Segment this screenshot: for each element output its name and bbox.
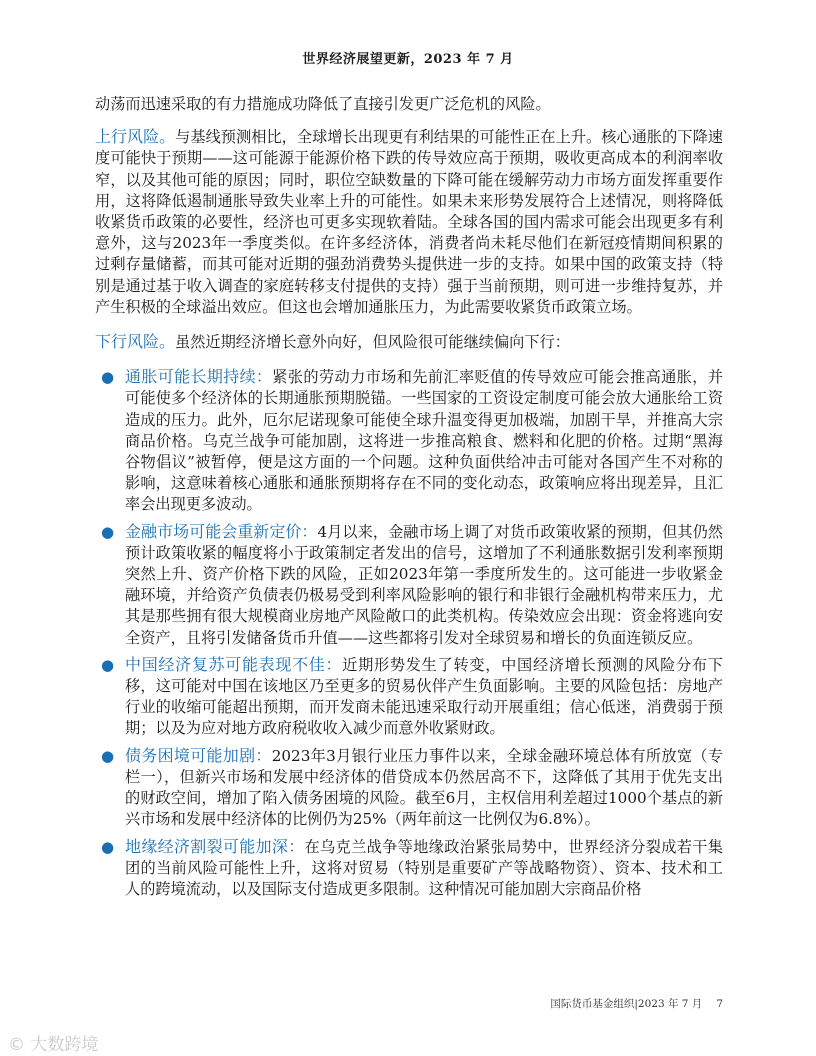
bullet-icon: ● (101, 837, 115, 856)
list-item-title: 中国经济复苏可能表现不佳： (125, 656, 343, 674)
list-item-text: 近期形势发生了转变，中国经济增长预测的风险分布下移，这可能对中国在该地区乃至更多的贸易伙伴产生负面影响。主要的风险包括：房地产行业的收缩可能超出预期，而开发商未能迅速采取行动开展重组；信心低迷，消费弱于预期；以及为应对地方政府税收收入减少而意外收紧财政。 (125, 655, 723, 738)
page-footer (550, 996, 723, 1011)
running-header: 世界经济展望更新，2023 年 7 月 (302, 52, 514, 67)
footer-source: 国际货币基金组织|2023 年 7 月 (550, 998, 703, 1010)
bullet-icon: ● (101, 368, 115, 387)
bullet-icon: ● (101, 655, 115, 674)
list-item (95, 655, 723, 740)
list-item-title: 债务困境可能加剧： (125, 747, 272, 765)
intro-paragraph: 动荡而迅速采取的有力措施成功降低了直接引发更广泛危机的风险。 (95, 95, 551, 113)
list-item (95, 367, 723, 515)
upside-risk-heading: 上行风险。 (95, 129, 176, 147)
list-item-text: 4月以来，金融市场上调了对货币政策收紧的预期，但其仍然预计政策收紧的幅度将小于政策制定者发出的信号，这增加了不利通胀数据引发利率预期突然上升、资产价格下跌的风险，正如2023年第一季度所发生的。这可能进一步收紧金融环境，并给资产负债表仍极易受到利率风险影响的银行和非银行金融机构带来压力，尤其是那些拥有很大规模商业房地产风险敞口的此类机构。传染效应会出现：资金将逃向安全资产，且将引发储备货币升值——这些都将引发对全球贸易和增长的负面连锁反应。 (125, 522, 723, 647)
list-item-title: 通胀可能长期持续： (125, 369, 273, 387)
bullet-icon: ● (101, 522, 115, 541)
list-item (95, 837, 723, 901)
main-content (95, 94, 723, 906)
list-item-text: 紧张的劳动力市场和先前汇率贬值的传导效应可能会推高通胀，并可能使多个经济体的长期通胀预期脱锚。一些国家的工资设定制度可能会放大通胀给工资造成的压力。此外，厄尔尼诺现象可能使全球升温变得更加极端，加剧干旱，并推高大宗商品价格。乌克兰战争可能加剧，这将进一步推高粮食、燃料和化肥的价格。过期“黑海谷物倡议”被暂停，便是这方面的一个问题。这种负面供给冲击可能对各国产生不对称的影响，这意味着核心通胀和通胀预期将存在不同的变化动态，政策响应将出现差异，且汇率会出现更多波动。 (125, 368, 723, 514)
watermark: © 大数跨境 (8, 1035, 99, 1055)
list-item-title: 金融市场可能会重新定价： (125, 523, 318, 541)
list-item-title: 地缘经济割裂可能加深： (125, 838, 305, 856)
list-item (95, 522, 723, 649)
list-item (95, 746, 723, 831)
list-item-text: 2023年3月银行业压力事件以来，全球金融环境总体有所放宽（专栏一），但新兴市场和发展中经济体的借贷成本仍然居高不下，这降低了其用于优先支出的财政空间，增加了陷入债务困境的风险。截至6月，主权信用利差超过1000个基点的新兴市场和发展中经济体的比例仍为25%（两年前这一比例仅为6.8%）。 (125, 746, 723, 829)
list-item-text: 在乌克兰战争等地缘政治紧张局势中，世界经济分裂成若干集团的当前风险可能性上升，这将对贸易（特别是重要矿产等战略物资）、资本、技术和工人的跨境流动，以及国际支付造成更多限制。这种情况可能加剧大宗商品价格 (125, 837, 723, 898)
bullet-icon: ● (101, 746, 115, 765)
upside-risk-paragraph (95, 127, 723, 318)
downside-risk-paragraph (95, 332, 723, 353)
downside-risk-heading: 下行风险。 (95, 334, 176, 352)
downside-risk-text: 虽然近期经济增长意外向好，但风险很可能继续偏向下行： (175, 333, 570, 352)
risk-list (95, 367, 723, 900)
page-number: 7 (716, 998, 723, 1010)
upside-risk-text: 与基线预测相比，全球增长出现更有利结果的可能性正在上升。核心通胀的下降速度可能快于预期——这可能源于能源价格下跌的传导效应高于预期，吸收更高成本的利润率收窄，以及其他可能的原因；同时，职位空缺数量的下降可能在缓解劳动力市场方面发挥重要作用，这将降低遏制通胀导致失业率上升的可能性。如果未来形势发展符合上述情况，则将降低收紧货币政策的必要性，经济也可更多实现软着陆。全球各国的国内需求可能会出现更多有利意外，这与2023年一季度类似。在许多经济体，消费者尚未耗尽他们在新冠疫情期间积累的过剩存量储蓄，而其可能对近期的强劲消费势头提供进一步的支持。如果中国的政策支持（特别是通过基于收入调查的家庭转移支付提供的支持）强于当前预期，则可进一步维持复苏，并产生积极的全球溢出效应。但这也会增加通胀压力，为此需要收紧货币政策立场。 (95, 128, 723, 316)
